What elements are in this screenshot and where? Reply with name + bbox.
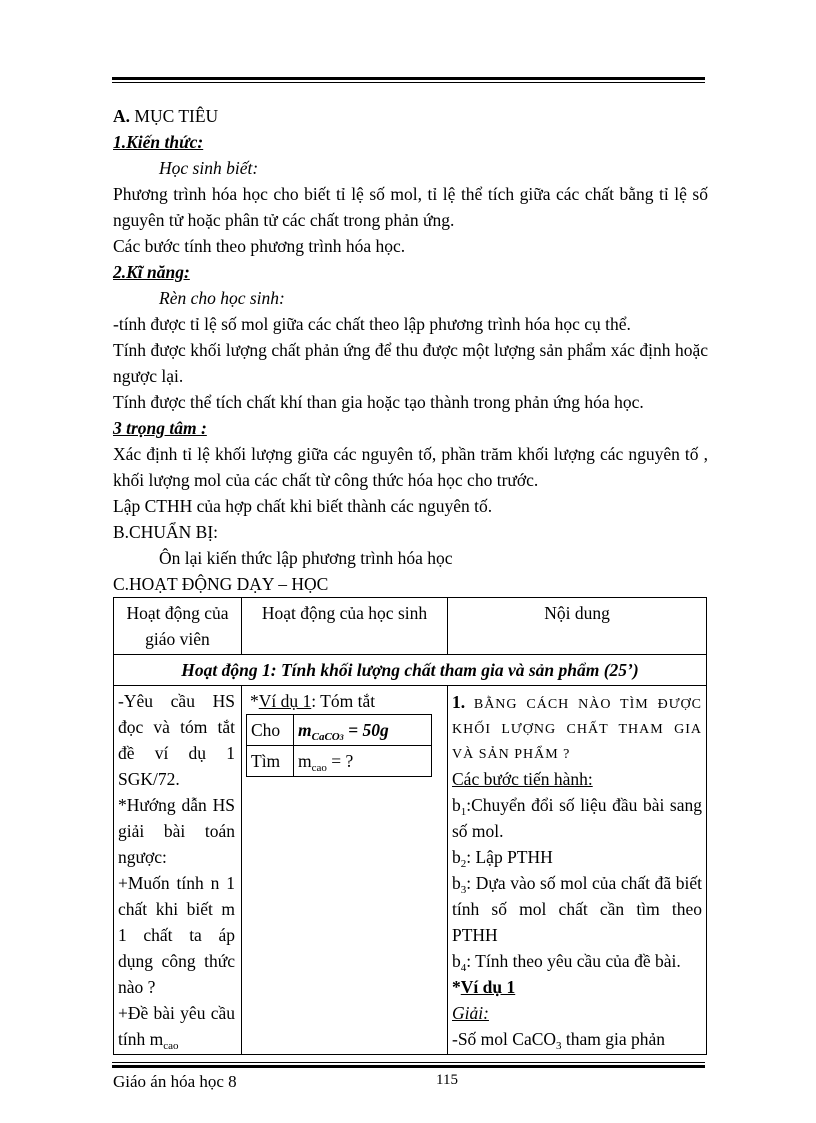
knowledge-paragraph-1: Phương trình hóa học cho biết tỉ lệ số mol, tỉ lệ thể tích giữa các chất bằng tỉ lệ số nguyên tử hoặc phân tử các chất trong phản ứng. [113,184,708,230]
skill-paragraph-2: Tính được khối lượng chất phản ứng để thu được một lượng sản phẩm xác định hoặc ngược lại. [113,340,708,386]
header-student: Hoạt động của học sinh [242,598,448,655]
solution-line-sub: 3 [556,1040,562,1052]
header-teacher: Hoạt động của giáo viên [114,598,242,655]
skill-paragraph-1: -tính được tỉ lệ số mol giữa các chất theo lập phương trình hóa học cụ thể. [113,314,631,334]
page-body [113,103,708,597]
summary-given-value [294,715,432,746]
step-b3 [452,870,702,948]
teacher-step-4-sub: cao [163,1040,179,1052]
step-b4-text: : Tính theo yêu cầu của đề bài. [466,951,681,971]
student-example-suffix: : Tóm tắt [311,691,376,711]
step-b4 [452,948,702,974]
step-b2 [452,844,702,870]
teacher-step-4-text: +Đề bài yêu cầu tính m [118,1003,235,1049]
section-a-title: MỤC TIÊU [134,106,219,126]
summary-given-m: m [298,720,312,740]
step-b1-text: :Chuyển đổi số liệu đầu bài sang số mol. [452,795,702,841]
section-a-heading [113,103,708,129]
activity-body-row [114,686,707,1055]
content-example-heading [452,974,702,1000]
student-example-prefix: * [250,691,259,711]
bottom-rule-thick [112,1065,705,1068]
teacher-cell [114,686,242,1055]
focus-paragraph-1: Xác định tỉ lệ khối lượng giữa các nguyên tố, phần trăm khối lượng các nguyên tố , khối lượng mol của các chất từ công thức hóa học cho trước. [113,444,708,490]
step-b1-label: b [452,795,461,815]
content-example-prefix: * [452,977,461,997]
bottom-rule-thin [112,1062,705,1063]
activity-title-row [114,655,707,686]
page-number: 115 [436,1072,458,1088]
step-b2-label: b [452,847,461,867]
steps-title [452,766,702,792]
step-b3-label: b [452,873,461,893]
teacher-step-2: *Hướng dẫn HS giải bài toán ngược: [118,795,235,867]
summary-find-sub: cao [311,762,327,774]
skill-intro: Rèn cho học sinh: [159,288,285,308]
step-b3-text: : Dựa vào số mol của chất đã biết tính số mol chất cần tìm theo PTHH [452,873,702,945]
summary-given-sub3: 3 [339,733,344,742]
steps-title-text: Các bước tiến hành: [452,769,593,789]
content-cell [448,686,707,1055]
focus-heading: 3 trọng tâm : [113,418,207,438]
step-b3-sub: 3 [460,884,467,896]
skill-heading: 2.Kĩ năng: [113,262,190,282]
solution-title-text: Giải: [452,1003,489,1023]
summary-row-given [247,715,432,746]
top-rule-thick [112,77,705,80]
summary-find-m: m [298,751,312,771]
summary-find-value [294,746,432,777]
knowledge-paragraph-2: Các bước tính theo phương trình hóa học. [113,236,406,256]
header-content: Nội dung [448,598,707,655]
content-heading [452,688,702,766]
focus-paragraph-2: Lập CTHH của hợp chất khi biết thành các nguyên tố. [113,496,493,516]
section-a-label: A. [113,106,131,126]
activity-table [113,597,707,1055]
solution-line-1 [452,1026,702,1052]
summary-find-amount: = ? [331,751,354,771]
summary-row-find [247,746,432,777]
step-b1 [452,792,702,844]
section-b-text: Ôn lại kiến thức lập phương trình hóa học [159,548,453,568]
content-example-title: Ví dụ 1 [460,977,516,997]
section-c-heading: C.HOẠT ĐỘNG DẠY – HỌC [113,574,329,594]
student-example-title: Ví dụ 1 [258,691,312,711]
summary-table [246,714,432,777]
summary-find-label: Tìm [247,746,294,777]
step-b4-label: b [452,951,461,971]
teacher-step-4 [118,1000,235,1052]
table-header-row [114,598,707,655]
section-b-heading: B.CHUẨN BỊ: [113,522,219,542]
knowledge-heading: 1.Kiến thức: [113,132,204,152]
solution-title [452,1000,702,1026]
content-heading-text: BẰNG CÁCH NÀO TÌM ĐƯỢC KHỐI LƯỢNG CHẤT THAM GIA VÀ SẢN PHẨM ? [452,697,702,762]
solution-line-rest: tham gia phản [561,1029,666,1049]
student-cell [242,686,448,1055]
step-b2-text: : Lập PTHH [466,847,553,867]
solution-line-text: -Số mol CaCO [452,1029,557,1049]
step-b1-sub: 1 [460,806,467,818]
activity-title: Hoạt động 1: Tính khối lượng chất tham gia và sản phẩm (25’) [114,655,707,686]
summary-given-sub: CaCO [311,731,340,743]
student-example-heading [246,688,443,714]
step-b4-sub: 4 [460,962,467,974]
skill-paragraph-3: Tính được thể tích chất khí than gia hoặc tạo thành trong phản ứng hóa học. [113,392,644,412]
teacher-step-3: +Muốn tính n 1 chất khi biết m 1 chất ta áp dụng công thức nào ? [118,873,235,997]
knowledge-intro: Học sinh biết: [159,158,259,178]
content-heading-num: 1. [452,692,466,712]
summary-given-label: Cho [247,715,294,746]
top-rule-thin [112,82,705,83]
summary-given-amount: = 50g [343,720,389,740]
step-b2-sub: 2 [460,858,467,870]
footer-title: Giáo án hóa học 8 [113,1072,237,1091]
teacher-step-1: -Yêu cầu HS đọc và tóm tắt đề ví dụ 1 SGK/72. [118,691,235,789]
